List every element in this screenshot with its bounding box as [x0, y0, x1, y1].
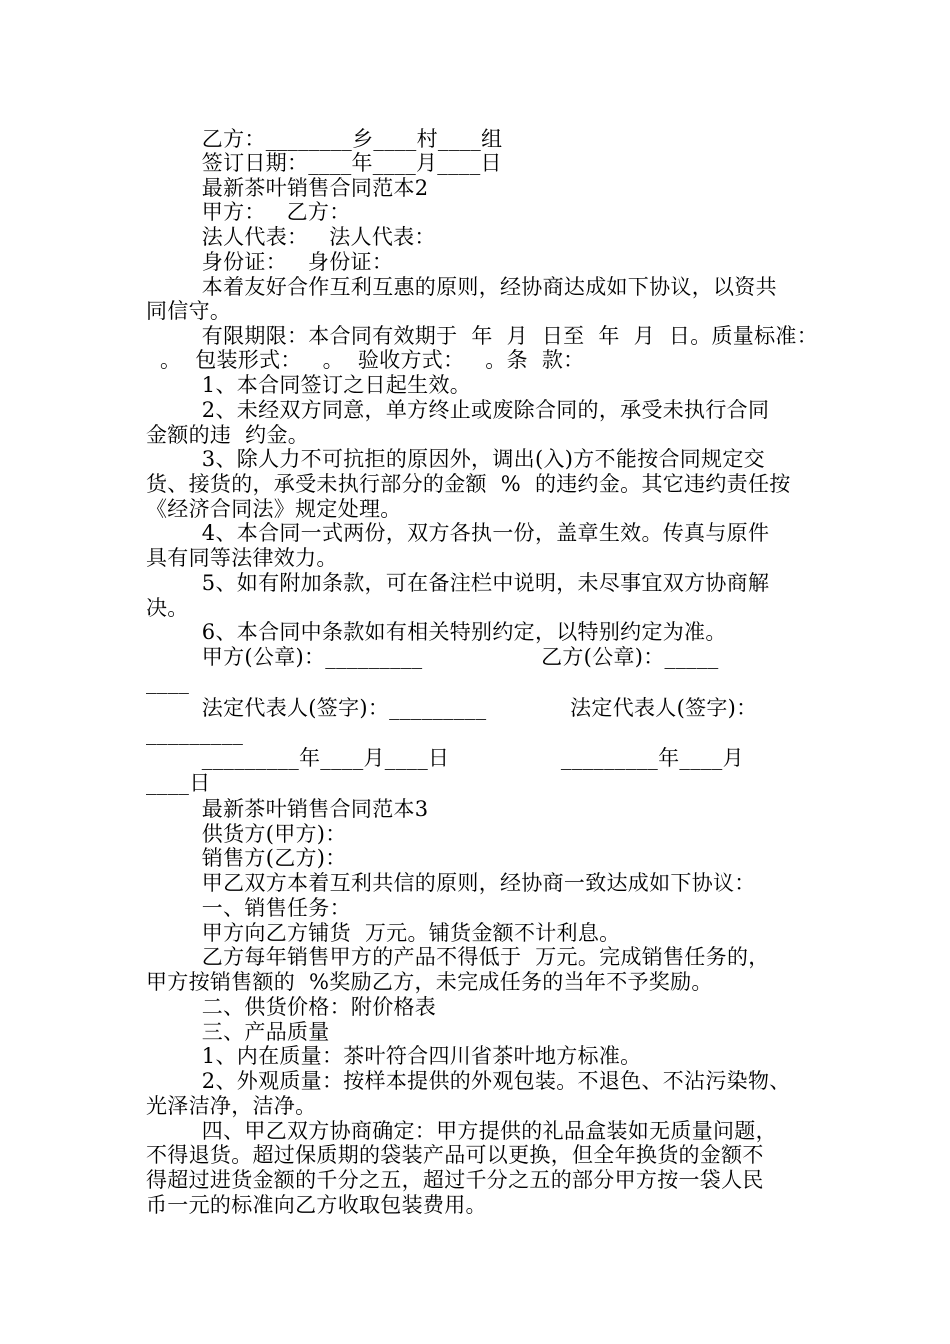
- text-line: 得超过进货金额的千分之五，超过千分之五的部分甲方按一袋人民: [146, 1168, 764, 1192]
- text-line: 决。: [146, 596, 189, 620]
- text-line: 甲方： 乙方：: [146, 200, 351, 224]
- text-line: 甲方(公章)：_________ 乙方(公章)：_____: [146, 645, 719, 669]
- text-line: 销售方(乙方)：: [146, 846, 347, 870]
- text-line: 6、本合同中条款如有相关特别约定，以特别约定为准。: [146, 620, 727, 644]
- text-line: 甲方按销售额的 %奖励乙方，未完成任务的当年不予奖励。: [146, 970, 713, 994]
- text-line: 货、接货的，承受未执行部分的金额 % 的违约金。其它违约责任按: [146, 472, 791, 496]
- text-line: 光泽洁净，洁净。: [146, 1094, 317, 1118]
- text-line: _________年____月____日 _________年____月: [146, 746, 744, 770]
- text-line: 最新茶叶销售合同范本3: [146, 797, 429, 821]
- text-line: 供货方(甲方)：: [146, 822, 347, 846]
- text-line: 乙方每年销售甲方的产品不得低于 万元。完成销售任务的，: [146, 945, 770, 969]
- text-line: 甲乙双方本着互利共信的原则，经协商一致达成如下协议：: [146, 871, 756, 895]
- text-line: 。 包装形式： 。 验收方式： 。条 款：: [146, 348, 585, 372]
- text-line: 身份证： 身份证：: [146, 250, 394, 274]
- text-line: ____日: [146, 771, 211, 795]
- text-line: _________: [146, 721, 244, 745]
- text-line: 3、除人力不可抗拒的原因外，调出(入)方不能按合同规定交: [146, 447, 765, 471]
- text-line: 签订日期：____年____月____日: [146, 151, 502, 175]
- text-line: 法人代表： 法人代表：: [146, 225, 436, 249]
- text-line: 2、外观质量：按样本提供的外观包装。不退色、不沾污染物、: [146, 1069, 791, 1093]
- text-line: 本着友好合作互利互惠的原则，经协商达成如下协议，以资共: [146, 275, 777, 299]
- text-line: 金额的违 约金。: [146, 423, 310, 447]
- text-line: 《经济合同法》规定处理。: [146, 497, 402, 521]
- text-line: 1、本合同签订之日起生效。: [146, 373, 472, 397]
- text-line: 甲方向乙方铺货 万元。铺货金额不计利息。: [146, 921, 621, 945]
- text-line: 法定代表人(签字)：_________ 法定代表人(签字)：: [146, 696, 758, 720]
- text-line: 乙方：________乡____村____组: [146, 127, 503, 151]
- text-line: 5、如有附加条款，可在备注栏中说明，未尽事宜双方协商解: [146, 571, 770, 595]
- text-line: 2、未经双方同意，单方终止或废除合同的，承受未执行合同: [146, 398, 770, 422]
- text-line: 最新茶叶销售合同范本2: [146, 176, 429, 200]
- text-line: 不得退货。超过保质期的袋装产品可以更换，但全年换货的金额不: [146, 1143, 764, 1167]
- text-line: 一、销售任务：: [146, 896, 351, 920]
- text-line: ____: [146, 670, 190, 694]
- text-line: 同信守。: [146, 299, 232, 323]
- text-line: 有限期限：本合同有效期于 年 月 日至 年 月 日。质量标准：: [146, 324, 819, 348]
- text-line: 1、内在质量：茶叶符合四川省茶叶地方标准。: [146, 1044, 642, 1068]
- text-line: 币一元的标准向乙方收取包装费用。: [146, 1193, 487, 1217]
- text-line: 4、本合同一式两份，双方各执一份，盖章生效。传真与原件: [146, 521, 770, 545]
- text-line: 二、供货价格：附价格表: [146, 995, 437, 1019]
- text-line: 四、甲乙双方协商确定：甲方提供的礼品盒装如无质量问题，: [146, 1119, 777, 1143]
- text-line: 具有同等法律效力。: [146, 546, 338, 570]
- text-line: 三、产品质量: [146, 1020, 330, 1044]
